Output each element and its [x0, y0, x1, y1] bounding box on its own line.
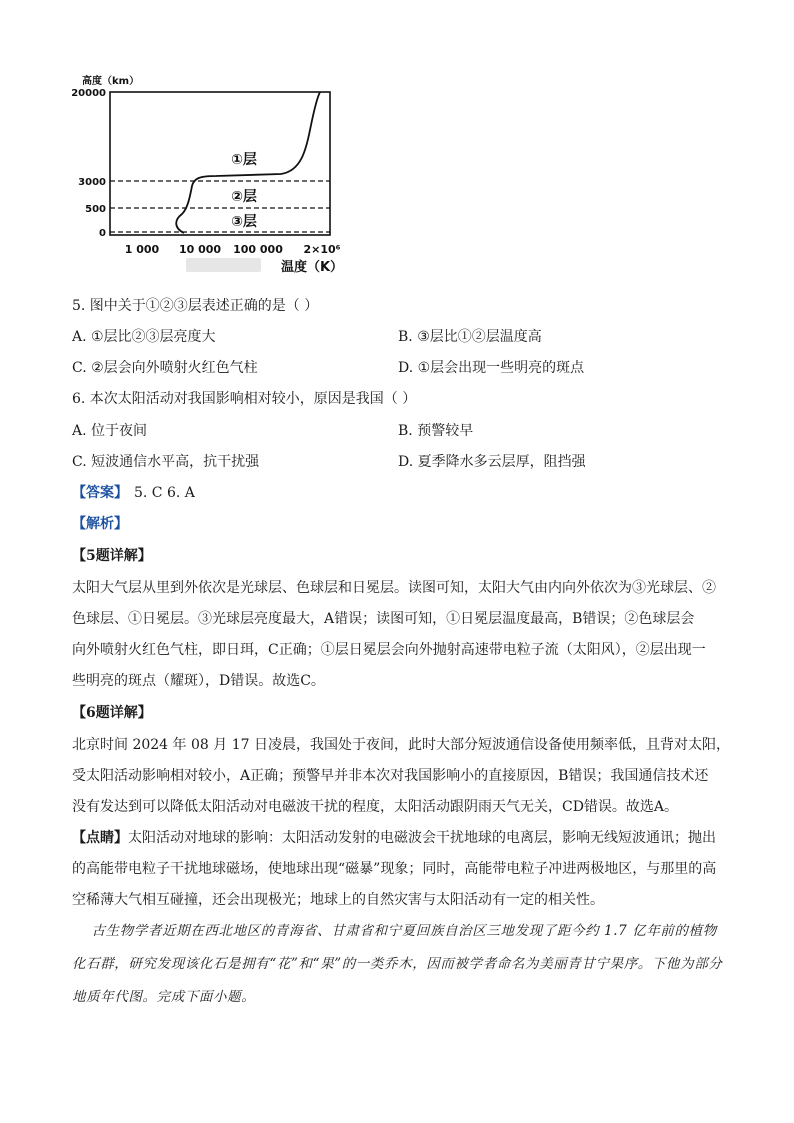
- y-tick-label: 0: [99, 228, 106, 239]
- detail-6-text: [72, 730, 730, 823]
- q5-option-c: C. ②层会向外喷射火红色气柱: [72, 360, 258, 376]
- y-tick-label: 500: [85, 204, 106, 215]
- figure-svg: [71, 70, 366, 275]
- q5-option-a: A. ①层比②③层亮度大: [72, 329, 216, 345]
- detail-5-line: 向外喷射火红色气柱，即日珥，C正确；①层日冕层会向外抛射高速带电粒子流（太阳风），②层出现一: [72, 642, 706, 658]
- layer-label-1: ①层: [231, 152, 257, 168]
- y-tick-label: 20000: [71, 88, 106, 99]
- tip-line: [72, 823, 722, 854]
- detail-6-line: 北京时间 2024 年 08 月 17 日凌晨，我国处于夜间，此时大部分短波通信设备使用频率低，且背对太阳，: [72, 737, 730, 753]
- passage-line: 化石群，研究发现该化石是拥有“花”和“果”的一类乔木，因而被学者命名为美丽青甘宁果序。下他为部分: [72, 956, 723, 972]
- detail-6-line: 没有发达到可以降低太阳活动对电磁波干扰的程度，太阳活动跟阴雨天气无关，CD错误。故选A。: [72, 799, 679, 815]
- question-5-stem: 5. 图中关于①②③层表述正确的是（ ）: [72, 298, 319, 314]
- tip-line: 空稀薄大气相互碰撞，还会出现极光；地球上的自然灾害与太阳活动有一定的相关性。: [72, 892, 604, 908]
- q6-option-a: A. 位于夜间: [72, 423, 148, 439]
- q5-option-d: D. ①层会出现一些明亮的斑点: [398, 360, 585, 376]
- detail-5-line: 些明亮的斑点（耀斑），D错误。故选C。: [72, 673, 325, 689]
- layer-label-2: ②层: [231, 189, 257, 205]
- q6-option-d: D. 夏季降水多云层厚，阻挡强: [398, 454, 586, 470]
- detail-5-label: 【5题详解】: [72, 548, 152, 564]
- detail-6-label: 【6题详解】: [72, 705, 152, 721]
- x-tick-label: 10 000: [178, 243, 222, 256]
- x-axis-label: 温度（K）: [280, 260, 344, 275]
- x-tick-label: 1 000: [124, 243, 160, 256]
- passage-line: 地质年代图。完成下面小题。: [72, 989, 256, 1005]
- answer-label: 【答案】: [72, 485, 128, 501]
- tip-text: [72, 823, 722, 916]
- next-passage: [72, 915, 722, 1014]
- x-tick-label: 100 000: [233, 243, 283, 256]
- blurred-patch: [186, 258, 261, 272]
- answer-value: 5. C 6. A: [134, 485, 195, 501]
- detail-5-line: 太阳大气层从里到外依次是光球层、色球层和日冕层。读图可知，太阳大气由内向外依次为③光球层、②: [72, 580, 716, 596]
- layer-label-3: ③层: [231, 214, 257, 230]
- q5-option-b: B. ③层比①②层温度高: [398, 329, 542, 345]
- passage-line: 古生物学者近期在西北地区的青海省、甘肃省和宁夏回族自治区三地发现了距今约 1.7 亿年前的植物: [72, 923, 717, 939]
- question-6-stem: 6. 本次太阳活动对我国影响相对较小，原因是我国（ ）: [72, 391, 417, 407]
- solar-atmosphere-figure: [71, 70, 366, 275]
- figure-frame: [110, 92, 330, 235]
- detail-5-line: 色球层、①日冕层。③光球层亮度最大，A错误；读图可知，①日冕层温度最高，B错误；②色球层会: [72, 611, 695, 627]
- detail-5-text: [72, 573, 722, 697]
- q6-option-b: B. 预警较早: [398, 423, 474, 439]
- x-tick-label: 2×10⁶: [303, 243, 341, 256]
- answer-line: [72, 483, 195, 503]
- tip-line: 的高能带电粒子干扰地球磁场，使地球出现“磁暴”现象；同时，高能带电粒子冲进两极地区，与那里的高: [72, 861, 717, 877]
- y-tick-label: 3000: [78, 177, 106, 188]
- detail-6-line: 受太阳活动影响相对较小，A正确；预警早并非本次对我国影响小的直接原因，B错误；我国通信技术还: [72, 768, 709, 784]
- q6-option-c: C. 短波通信水平高，抗干扰强: [72, 454, 260, 470]
- tip-line-1: 太阳活动对地球的影响：太阳活动发射的电磁波会干扰地球的电离层，影响无线短波通讯；抛出: [128, 830, 716, 846]
- tip-label: 【点睛】: [72, 830, 128, 846]
- y-axis-label: 高度（km）: [82, 76, 140, 87]
- analysis-label: 【解析】: [72, 516, 128, 532]
